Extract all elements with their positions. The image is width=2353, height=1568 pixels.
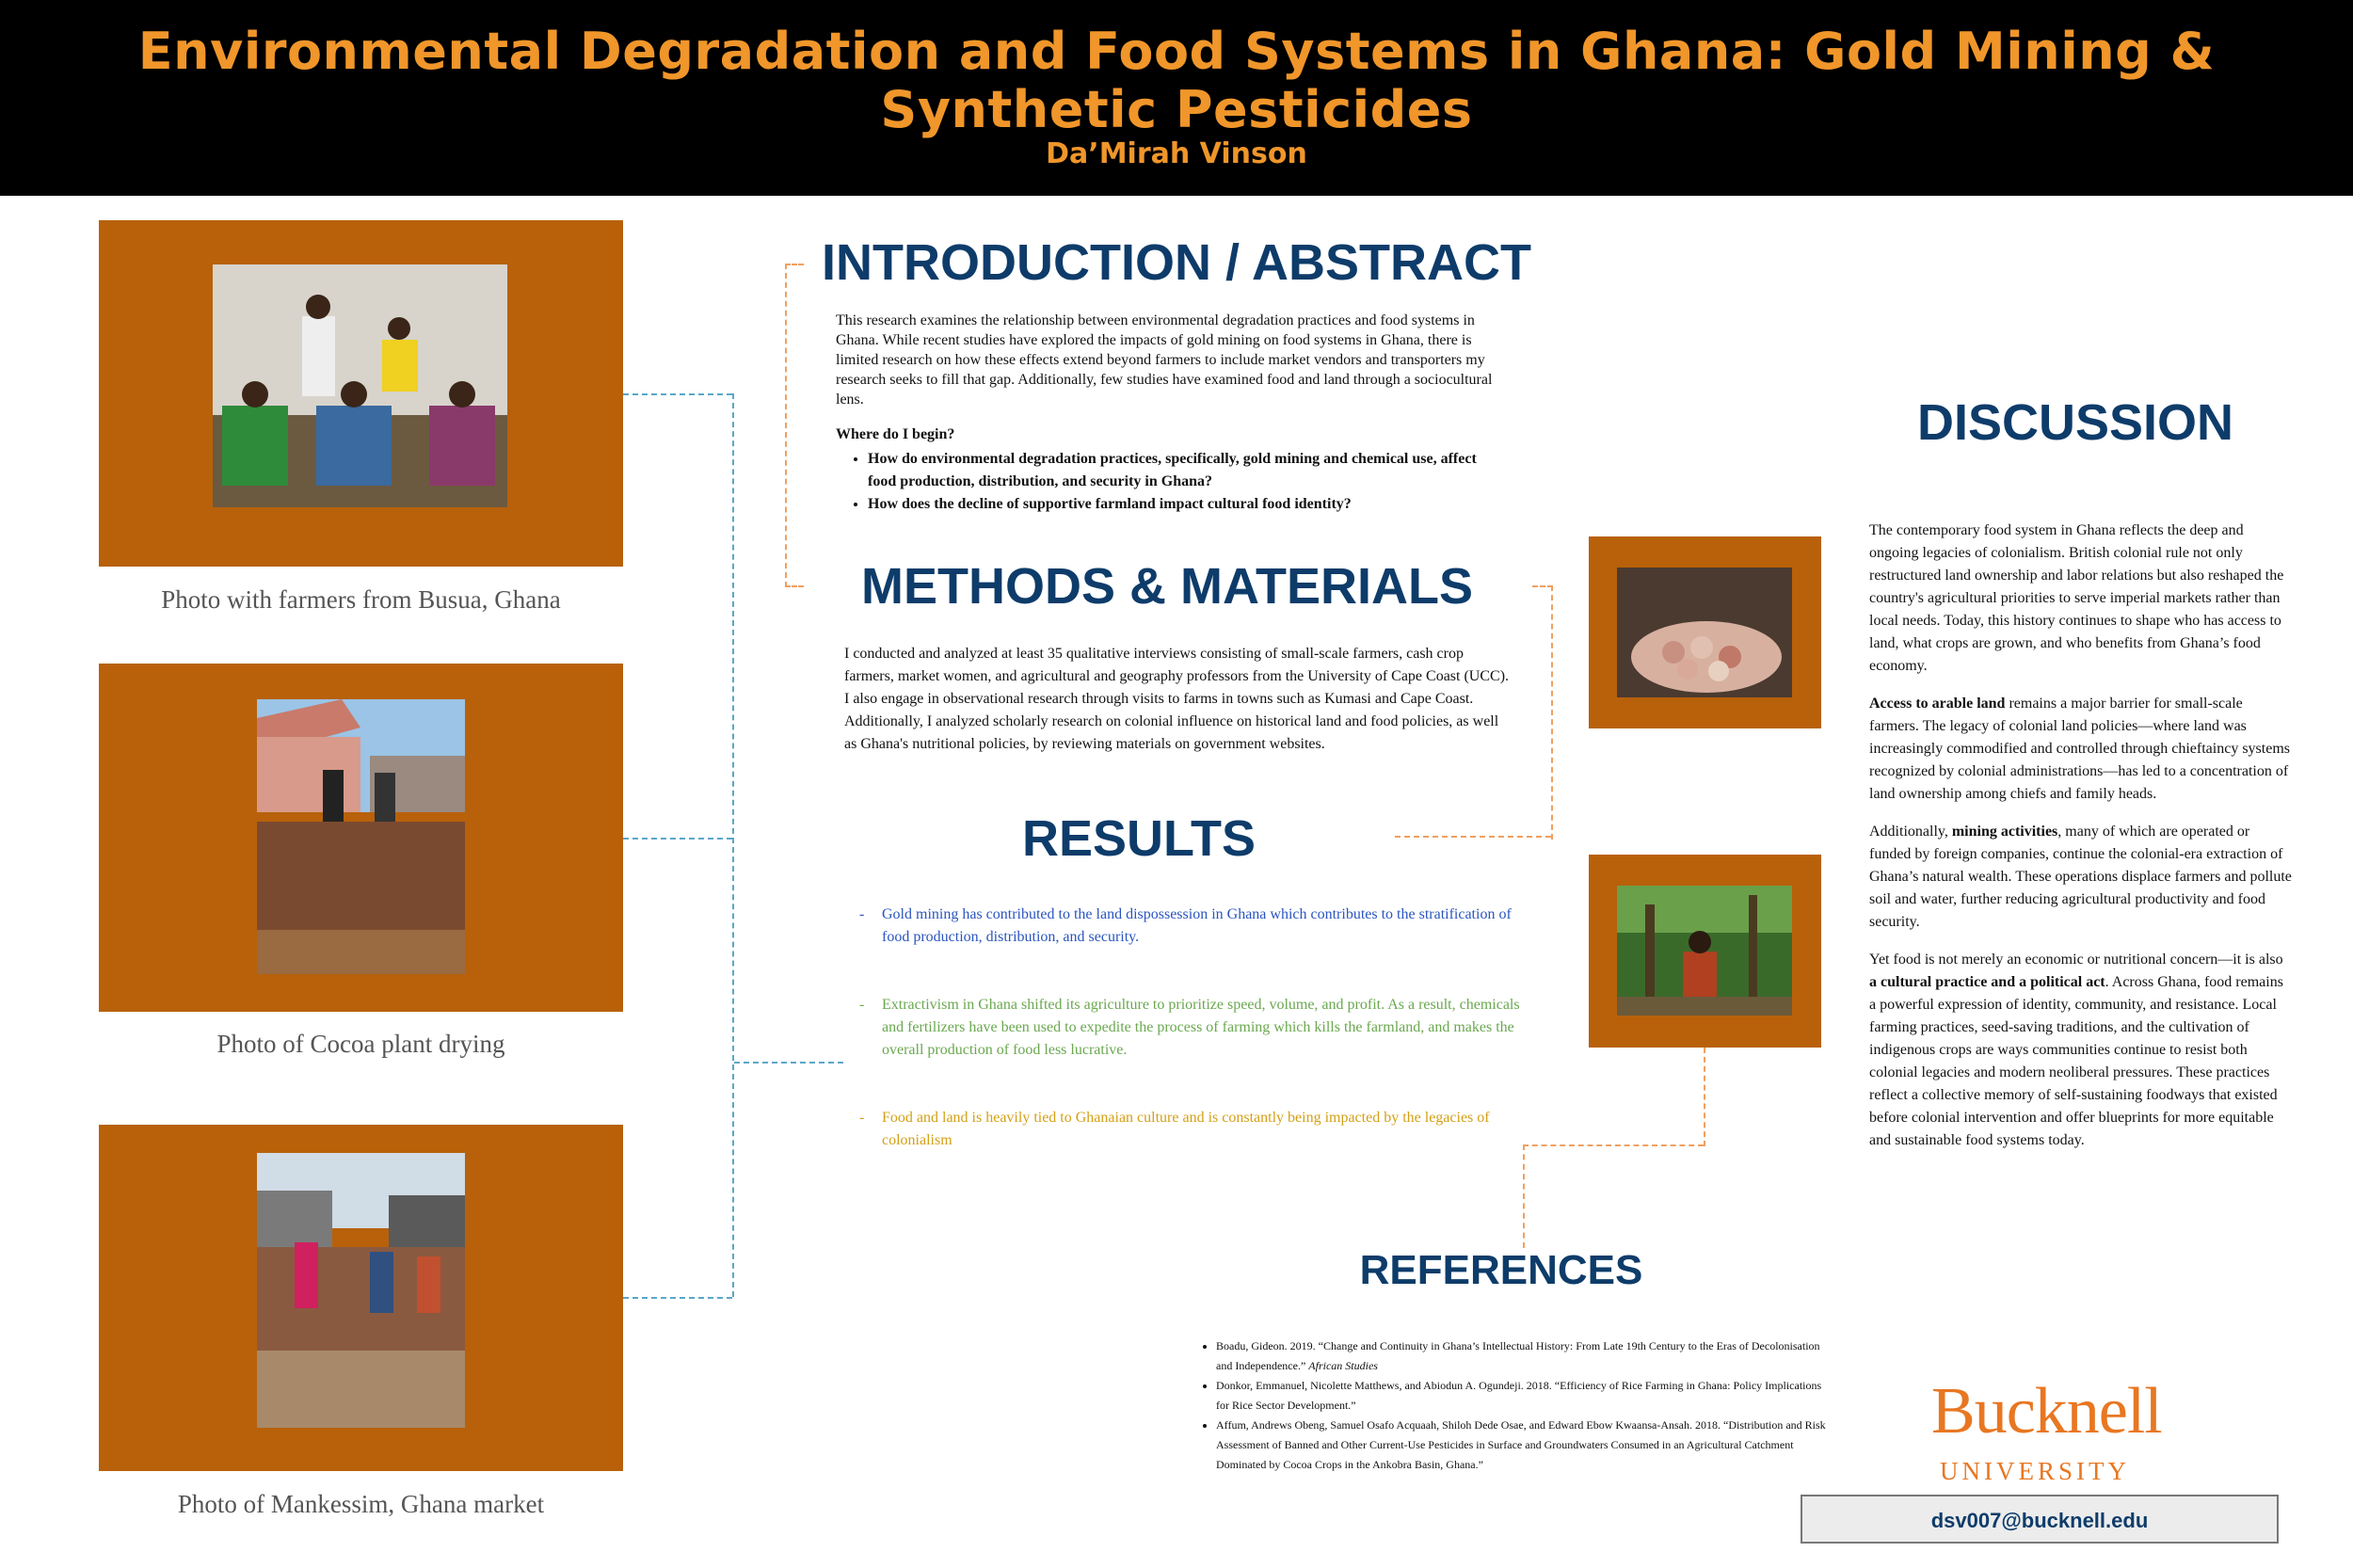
discussion-p3-bold: mining activities — [1951, 824, 2058, 840]
results-heading: RESULTS — [1021, 810, 1256, 867]
contact-email[interactable]: dsv007@bucknell.edu — [1801, 1495, 2279, 1544]
connector-vertical — [732, 393, 734, 1297]
intro-body — [836, 311, 1504, 516]
bucknell-logo-subtitle: UNIVERSITY — [1940, 1457, 2130, 1485]
connector-photo-3 — [623, 1297, 732, 1299]
intro-heading: INTRODUCTION / ABSTRACT — [822, 234, 1531, 291]
photo-frame-3 — [99, 1125, 623, 1471]
discussion-p1: The contemporary food system in Ghana reflects the deep and ongoing legacies of colonialism. British colonial rule not only restructured land ownership and labor relations but also reshaped the country's agricultural priorities to serve imperial markets rather than local needs. Today, this history continues to shape who has access to land, what crops are grown, and who benefits from Ghana’s food economy. — [1869, 522, 2284, 674]
result-bullet-1: - — [859, 906, 865, 922]
intro-bracket — [785, 264, 804, 587]
reference-1-italic: African Studies — [1308, 1359, 1378, 1372]
result-text-3: Food and land is heavily tied to Ghanaian culture and is constantly being impacted by the legacies of colonialism — [882, 1110, 1490, 1148]
photo-caption-1: Photo with farmers from Busua, Ghana — [161, 585, 561, 614]
result-text-1: Gold mining has contributed to the land dispossession in Ghana which contributes to the stratification of food production, distribution, and security. — [882, 906, 1512, 945]
photo-caption-2: Photo of Cocoa plant drying — [216, 1030, 505, 1058]
photo-cocoa-drying — [257, 699, 465, 974]
discussion-heading: DISCUSSION — [1916, 394, 2234, 451]
connector-photo-2 — [623, 838, 732, 840]
connector-photo-1 — [623, 393, 732, 395]
connector-to-references-h — [1523, 1144, 1704, 1146]
reference-item-3 — [1216, 1416, 1837, 1475]
photo-frame-2 — [99, 664, 623, 1012]
methods-heading: METHODS & MATERIALS — [861, 558, 1473, 615]
references-list — [1193, 1336, 1837, 1475]
discussion-p4-pre: Yet food is not merely an economic or nutritional concern—it is also — [1869, 952, 2283, 968]
photo-mankessim-market — [257, 1153, 465, 1428]
result-bullet-2: - — [859, 997, 865, 1013]
title-banner — [0, 0, 2353, 196]
result-item-2 — [861, 994, 1520, 1062]
discussion-p2-rest: remains a major barrier for small-scale farmers. The legacy of colonial land policies—where land was increasingly commodified and controlled through chieftaincy systems recognized by colonial administrations—has led to a concentration of land ownership among chiefs and family heads. — [1869, 696, 2290, 802]
discussion-body — [1869, 520, 2293, 1167]
connector-to-references — [1704, 1048, 1705, 1146]
intro-text: This research examines the relationship between environmental degradation practices and food systems in Ghana. While recent studies have explored the impacts of gold mining on food systems in Ghana, there is limited research on how these effects extend beyond farmers to include market vendors and transporters my research seeks to fill that gap. Additionally, few studies have examined food and land through a sociocultural lens. — [836, 312, 1493, 408]
discussion-p3 — [1869, 821, 2293, 934]
intro-question-label: Where do I begin? — [836, 426, 955, 442]
result-bullet-3: - — [859, 1110, 865, 1126]
poster-title: Environmental Degradation and Food Systems in Ghana: Gold Mining & Synthetic Pesticides — [137, 22, 2216, 139]
intro-questions — [836, 448, 1504, 516]
discussion-p2-bold: Access to arable land — [1869, 696, 2006, 712]
photo-farmers-busua — [213, 264, 507, 507]
reference-2-text: Donkor, Emmanuel, Nicolette Matthews, and Abiodun A. Ogundeji. 2018. “Efficiency of Rice Farming in Ghana: Policy Implications for Rice Sector Development.” — [1216, 1379, 1822, 1412]
photo-frame-1 — [99, 220, 623, 567]
discussion-p4 — [1869, 949, 2293, 1152]
result-item-3 — [861, 1107, 1520, 1152]
bucknell-logo-wordmark: Bucknell — [1931, 1375, 2162, 1448]
intro-question-2: • How does the decline of supportive farmland impact cultural food identity? — [868, 493, 1504, 516]
discussion-p4-bold: a cultural practice and a political act — [1869, 974, 2105, 990]
discussion-p2 — [1869, 693, 2293, 806]
photo-frame-5 — [1589, 855, 1821, 1048]
photo-caption-3: Photo of Mankessim, Ghana market — [177, 1490, 545, 1518]
references-heading: REFERENCES — [1359, 1247, 1643, 1293]
photo-onions-market — [1617, 568, 1792, 697]
photo-frame-4 — [1589, 536, 1821, 728]
reference-3-text: Affum, Andrews Obeng, Samuel Osafo Acquaah, Shiloh Dede Osae, and Edward Ebow Kwaansa-Ansah. 2018. “Distribution and Risk Assessment of Banned and Other Current-Use Pesticides in Surface and Groundwaters Consumed in an Agricultural Catchment Dominated by Cocoa Crops in the Ankobra Basin, Ghana.” — [1216, 1418, 1826, 1471]
reference-item-1 — [1216, 1336, 1837, 1376]
connector-to-references-v — [1523, 1144, 1525, 1248]
methods-text: I conducted and analyzed at least 35 qualitative interviews consisting of small-scale farmers, cash crop farmers, market women, and agricultural and geography professors from the University of Cape Coast (UCC). I also engage in observational research through visits to farms in towns such as Kumasi and Cape Coast. Additionally, I analyzed scholarly research on colonial influence on historical land and food policies, as well as Ghana's nutritional policies, by reviewing materials on government websites. — [844, 646, 1510, 752]
connector-to-results — [734, 1062, 843, 1064]
reference-item-2 — [1216, 1376, 1837, 1416]
reference-1-text: Boadu, Gideon. 2019. “Change and Continuity in Ghana’s Intellectual History: From Late 19th Century to the Eras of Decolonisation and Independence.” — [1216, 1339, 1820, 1372]
methods-bracket — [1532, 585, 1553, 840]
discussion-p3-pre: Additionally, — [1869, 824, 1952, 840]
result-item-1 — [861, 904, 1520, 949]
discussion-p3-rest: , many of which are operated or funded by foreign companies, continue the colonial-era extraction of Ghana’s natural wealth. These operations displace farmers and pollute soil and water, further reducing agricultural productivity and food security. — [1869, 824, 2292, 930]
photo-cocoa-farm — [1617, 886, 1792, 1016]
discussion-p4-rest: . Across Ghana, food remains a powerful expression of identity, community, and resistance. Local farming practices, seed-saving traditions, and the cultivation of indigenous crops are ways communities continue to resist both colonial legacies and modern neoliberal pressures. These practices reflect a collective memory of self-sustaining foodways that existed before colonial intervention and offer blueprints for more equitable and sustainable food systems today. — [1869, 974, 2283, 1148]
author-name: Da’Mirah Vinson — [1046, 137, 1307, 170]
intro-question-1: • How do environmental degradation practices, specifically, gold mining and chemical use, affect food production, distribution, and security in Ghana? — [868, 448, 1504, 493]
result-text-2: Extractivism in Ghana shifted its agriculture to prioritize speed, volume, and profit. As a result, chemicals and fertilizers have been used to expedite the process of farming which kills the farmland, and makes the overall production of food less lucrative. — [882, 997, 1520, 1058]
